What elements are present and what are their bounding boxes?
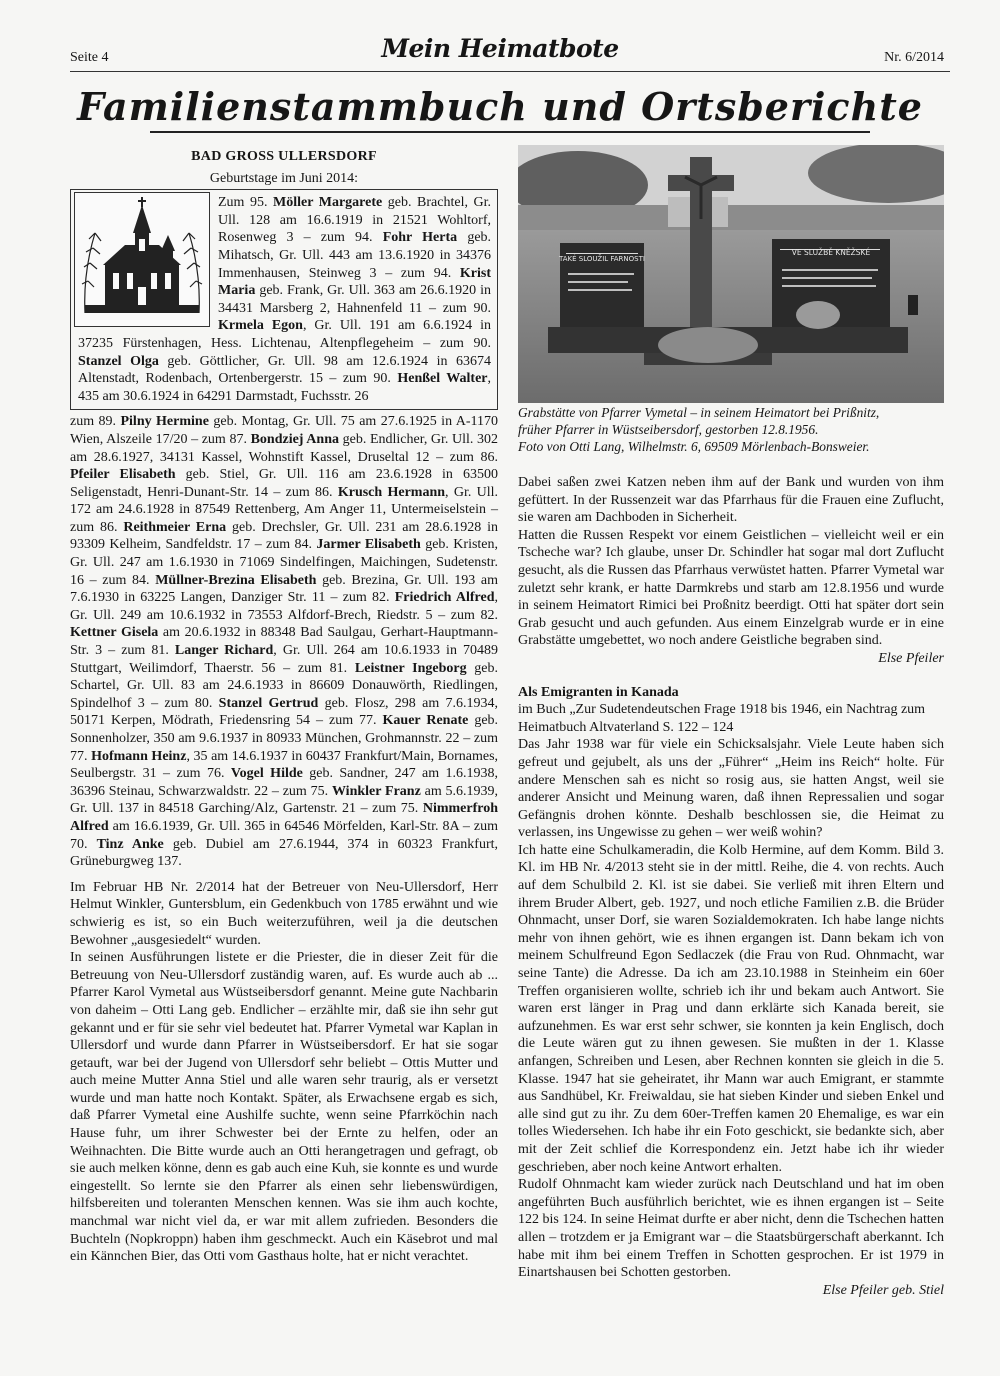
page-number: Seite 4 bbox=[70, 50, 109, 65]
article-paragraph: In seinen Ausführungen listete er die Priester, die in dieser Zeit für die Betreuung von Neu-Ullersdorf zuständig waren, auf. Es wurde auch ab ... Pfarrer Karol Vymetal aus Wüstseibersdorf genannt. Meine gute Nachbarin von daheim – Otti Lang geb. Endlicher – erzählte mir, daß sie ihn sehr gut gekannt und er für sie sehr viel bedeutet hat. Pfarrer Vymetal war Kaplan in Ullersdorf und wurde dann Pfarrer in Wüstseibersdorf. Er hat sie sogar getauft, war bei der Jugend von Ullersdorf sehr beliebt – Ottis Mutter und auch meine Mutter Anna Stiel und alle waren sehr traurig, als er versetzt wurde und man hatte noch Kontakt. Später, als Erwachsene ergab es sich, daß Pfarrer Vymetal eine Aushilfe suchte, wenn seine Pfarrköchin nach Hause fuhr, um ihrer Schwester bei der Ernte zu helfen, oder an Weihnachten. Die Bitte wurde auch an Otti herangetragen und gefragt, ob sie auch melken könne, denn es gab auch eine Kuh, sie konnte es und wurde eingestellt. So lernte sie den Pfarrer als einen sehr liebenswürdigen, hilfsbereiten und toleranten Menschen kennen. Was sie ihm auch kochte, manchmal war nicht viel da, er war mit allem zufrieden. Besonders die Buchteln (Nopkroppn) haben ihm geschmeckt. Auch ein Käsebrot und mal ein Kännchen Bier, das Otti vom Gasthaus holte, hat er nicht verachtet. bbox=[70, 950, 498, 1265]
left-column bbox=[70, 148, 498, 1266]
article-heading: Als Emigranten in Kanada bbox=[518, 684, 679, 700]
issue-number: Nr. 6/2014 bbox=[884, 50, 944, 65]
article-paragraph: Das Jahr 1938 war für viele ein Schicksalsjahr. Viele Leute haben sich gefreut und gejubelt, als uns der „Führer“ „Heim ins Reich“ holte. Für andere Menschen sah es nicht so rosig aus, sie hatten Angst, weil sie anderer Ansicht und Meinung waren, daß ihnen Repressalien und sogar Gefängnis drohen könnte. Deshalb beschlossen sie, die Heimat zu verlassen, ins Ungewisse zu gehen – wer weiß wohin? bbox=[518, 737, 944, 841]
birthday-list: zum 89. Pilny Hermine geb. Montag, Gr. Ull. 75 am 27.6.1925 in A-1170 Wien, Alszeile 17/20 – zum 87. Bondziej Anna geb. Endlicher, Gr. Ull. 302 am 28.6.1927, 34131 Kassel, Wohnstift Kassel, Druseltal 12 – zum 86. Pfeiler Elisabeth geb. Stiel, Gr. Ull. 116 am 23.6.1928 in 63500 Seligenstadt, Henri-Dunant-Str. 14 – zum 86. Krusch Hermann, Gr. Ull. 172 am 24.6.1928 in 87549 Rettenberg, Am Anger 11, Untermeiselstein – zum 86. Reithmeier Erna geb. Drechsler, Gr. Ull. 231 am 28.6.1928 in 93309 Kelheim, Sandfeldstr. 17 – zum 84. Jarmer Elisabeth geb. Kristen, Gr. Ull. 247 am 1.6.1930 in 71069 Sindelfingen, Maichingen, Sudetenstr. 16 – zum 84. Müllner-Brezina Elisabeth geb. Brezina, Gr. Ull. 193 am 7.6.1930 in 63225 Langen, Danziger Str. 11 – zum 82. Friedrich Alfred, Gr. Ull. 249 am 10.6.1932 in 73553 Alfdorf-Brech, Riedstr. 5 – zum 82. Kettner Gisela am 20.6.1932 in 88348 Bad Saulgau, Gerhart-Hauptmann-Str. 3 – zum 81. Langer Richard, Gr. Ull. 264 am 10.6.1933 in 70489 Stuttgart, Weilimdorf, Thaerstr. 56 – zum 81. Leistner Ingeborg geb. Schartel, Gr. Ull. 83 am 24.6.1933 in 86609 Donauwörth, Riedlingen, Spindelhof 3 – zum 80. Stanzel Gertrud geb. Flosz, 298 am 7.6.1934, 50171 Kerpen, Mödrath, Friedensring 54 – zum 77. Kauer Renate geb. Sonnenholzer, 350 am 9.6.1937 in 80933 München, Grohmannstr. 22 – zum 77. Hofmann Heinz, 35 am 14.6.1937 in 60437 Frankfurt/Main, Bornames, Seulbergstr. 31 – zum 76. Vogel Hilde geb. Sandner, 247 am 1.6.1938, 36396 Steinau, Schwarzwaldstr. 22 – zum 75. Winkler Franz am 5.6.1939, Gr. Ull. 137 in 84518 Garching/Alz, Gartenstr. 21 – zum 75. Nimmerfroh Alfred am 16.6.1939, Gr. Ull. 365 in 64546 Mörfelden, Karl-Str. 8A – zum 70. Tinz Anke geb. Dubiel am 27.6.1944, 374 in 60323 Frankfurt, Grüneburgweg 137. bbox=[70, 414, 499, 870]
article-paragraph: Rudolf Ohnmacht kam wieder zurück nach Deutschland und hat im oben angeführten Buch ausführlich berichtet, wie es ihnen ergangen ist – Seite 122 bis 124. In seine Heimat durfte er aber nicht, denn die Tschechen hatten allen – trotzdem er ja Emigrant war – die Staatsbürgerschaft aberkannt. Ich habe mit ihm bei einem Treffen in Schotten gesprochen. Er ist 1979 in Einartshausen bei Schotten gestorben. bbox=[518, 1177, 945, 1281]
section-heading: BAD GROSS ULLERSDORF bbox=[191, 149, 377, 164]
signature: Else Pfeiler geb. Stiel bbox=[822, 1282, 944, 1298]
plaque-left-text: TAKÉ SLOUŽIL FARNOSTI bbox=[559, 255, 645, 263]
photo-caption bbox=[518, 404, 944, 455]
header-rule bbox=[70, 71, 950, 72]
caption-line: früher Pfarrer in Wüstseibersdorf, gestorben 12.8.1956. bbox=[518, 422, 819, 437]
caption-line: Grabstätte von Pfarrer Vymetal – in seinem Heimatort bei Prißnitz, bbox=[518, 405, 880, 420]
title-underline bbox=[150, 131, 870, 133]
caption-line: Foto von Otti Lang, Wilhelmstr. 6, 69509 Mörlenbach-Bonsweier. bbox=[518, 439, 870, 454]
section-subtitle: Geburtstage im Juni 2014: bbox=[209, 170, 359, 186]
page-title: Familienstammbuch und Ortsberichte bbox=[77, 84, 923, 129]
right-column bbox=[518, 474, 944, 1299]
plaque-right-text: VE SLUŽBĚ KNĚŽSKÉ bbox=[791, 248, 871, 257]
article-paragraph: Ich hatte eine Schulkameradin, die Kolb Hermine, auf dem Komm. Bild 3. Kl. im HB Nr. 4/2013 steht sie in der mittl. Reihe, die 4. von rechts. Auch auf dem Schulbild 2. Kl. ist sie dabei. Sie verließ mit ihren Eltern und ihrem Bruder Albert, geb. 1927, und noch etliche Familien z.B. die Brüder Ohnmacht, unser Dorf, sie waren Sozialdemokraten. Ich habe lange nichts mehr von ihnen gehört, wie es ihnen ergangen ist. Dann bekam ich von meinem Schulfreund Egon Sedlaczek (die Frau von Rud. Ohnmacht, war seine Tante) die Adresse. Da ich am 23.10.1988 in Steinheim ein 60er Treffen organisieren wollte, schrieb ich ihr und bekam auch Antwort. Sie waren erst länger in Prag und dann erklärte sich Kanada bereit, sie aufzunehmen. Es war erst sehr schwer, sie konnten ja kein Englisch, doch die Leute wären gut zu ihnen gewesen. Sie mußten in der 1. Klasse anfangen, Schreiben und Lesen, aber Rechnen konnten sie gleich in die 5. Klasse. 1947 hat sie geheiratet, ihr Mann war auch Emigrant, er stammte aus Sandhübel, Kr. Freiwaldau, sie hat sieben Kinder und sieben Enkel und alle sind gut zu ihr. Zu dem 60er-Treffen kamen 20 Ehemalige, es war ein tolles Wiedersehen. Ich habe ihr ein Foto geschickt, sie bedankte sich, aber mit der Zeit schlief die Korrespondenz ein. Jetzt habe ich ihr wieder geschrieben, aber noch keine Antwort erhalten. bbox=[518, 842, 944, 1175]
article-paragraph: Dabei saßen zwei Katzen neben ihm auf der Bank und wurden von ihm gefüttert. In der Russenzeit war das Pfarrhaus für die Frauen eine Zuflucht, sie waren am Dachboden in Sicherheit. bbox=[518, 475, 944, 526]
masthead-logo: Mein Heimatbote bbox=[381, 34, 619, 63]
gravesite-photo bbox=[518, 145, 944, 403]
church-emblem-icon bbox=[74, 192, 210, 327]
signature: Else Pfeiler bbox=[878, 650, 944, 666]
article-paragraph: Hatten die Russen Respekt vor einem Geistlichen – vielleicht weil er ein Tscheche war? Ich glaube, unser Dr. Schindler hat sogar mal dort Zuflucht gesucht, als die Russen das Pfarrhaus verwüstet hatten. Pfarrer Vymetal war zuletzt sehr krank, er hatte Darmkrebs und starb am 12.8.1956 und wurde in seinem Heimatort Rimici bei Proßnitz beerdigt. Otti hat später dort sein Grab gesucht und auch gefunden. Aus einem Einzelgrab wurde er in eine Grabstätte umgebettet, wo noch andere Geistliche begraben sind. Else Pfeiler bbox=[518, 527, 944, 666]
article-paragraph: Im Februar HB Nr. 2/2014 hat der Betreuer von Neu-Ullersdorf, Herr Helmut Winkler, Guntersblum, ein Gedenkbuch von 1785 erwähnt und wie schwierig es ist, so ein Buch weiterzuführen, weil ja die deutschen Bewohner „ausgesiedelt“ wurden. bbox=[70, 879, 498, 948]
article-source: im Buch „Zur Sudetendeutschen Frage 1918 bis 1946, ein Nachtrag zum Heimatbuch Altvaterland S. 122 – 124 bbox=[518, 702, 926, 735]
birthday-list-boxed: Zum 95. Möller Margarete geb. Brachtel, Gr. Ull. 128 am 16.6.1919 in 21521 Wohltorf, Rosenweg 3 – zum 94. Fohr Herta geb. Mihatsch, Gr. Ull. 443 am 13.6.1920 in 34376 Immenhausen, Steinweg 3 – zum 94. Krist Maria geb. Frank, Gr. Ull. 363 am 26.6.1920 in 34431 Marsberg 2, Hahnenfeld 11 – zum 90. Krmela Egon, Gr. Ull. 191 am 6.6.1924 in 37235 Fürstenhagen, Hess. Lichtenau, Altenpflegeheim – zum 90. Stanzel Olga geb. Göttlicher, Gr. Ull. 98 am 12.6.1924 in 63674 Altenstadt, Rodenbach, Ortenbergerstr. 15 – zum 90. Henßel Walter, 435 am 30.6.1924 in 64291 Darmstadt, Fuchsstr. 26 bbox=[78, 195, 492, 404]
birthday-box bbox=[70, 189, 498, 410]
